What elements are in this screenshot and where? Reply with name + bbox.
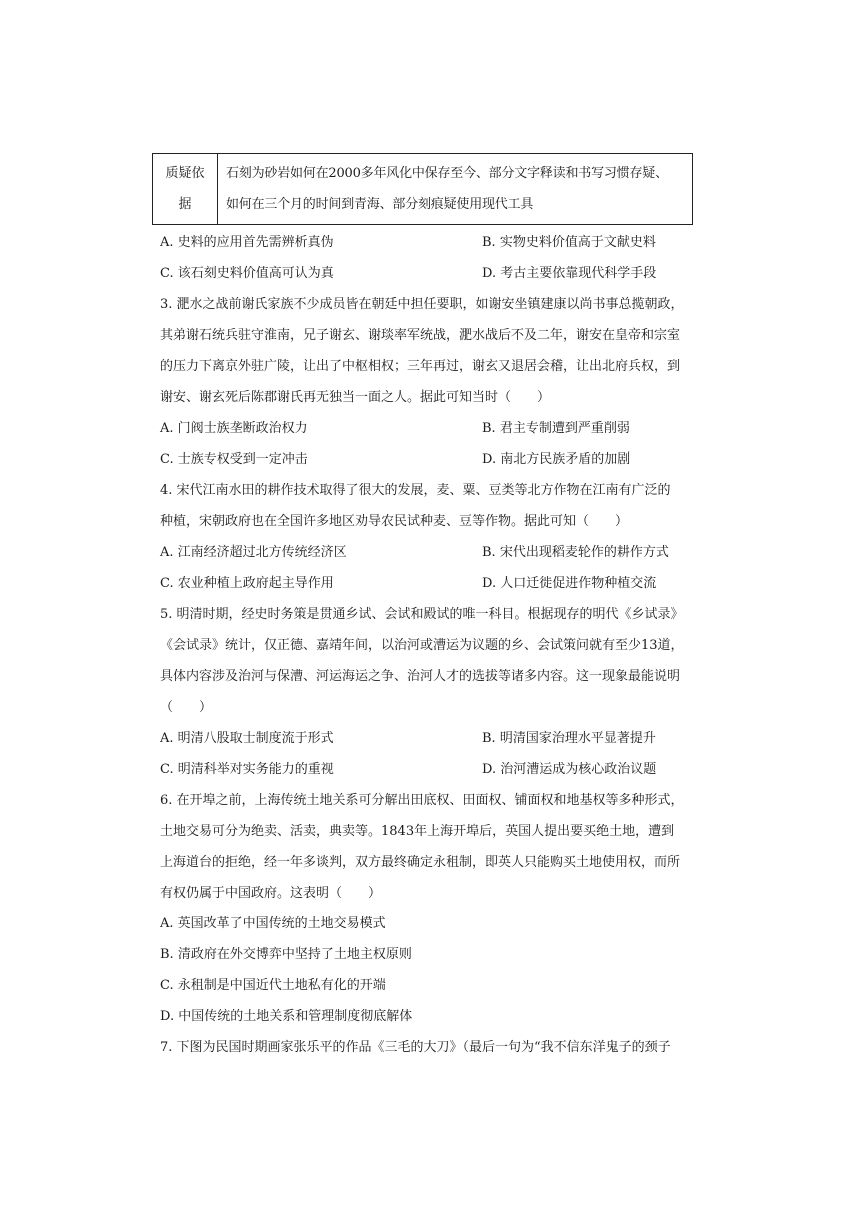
q4-option-c: C. 农业种植上政府起主导作用 bbox=[160, 576, 334, 591]
q6-stem-line: 有权仍属于中国政府。这表明（ ） bbox=[160, 886, 382, 901]
q5-stem-line: 5. 明清时期，经史时务策是贯通乡试、会试和殿试的唯一科目。根据现存的明代《乡试录》 bbox=[160, 607, 684, 622]
doubt-basis-table bbox=[152, 153, 693, 225]
q4-option-a: A. 江南经济超过北方传统经济区 bbox=[160, 545, 347, 560]
q3-option-c: C. 士族专权受到一定冲击 bbox=[160, 452, 308, 467]
q5-option-d: D. 治河漕运成为核心政治议题 bbox=[482, 762, 657, 777]
q7-stem-line: 7. 下图为民国时期画家张乐平的作品《三毛的大刀》（最后一句为“我不信东洋鬼子的颈子 bbox=[160, 1040, 671, 1055]
table-header-line: 据 bbox=[178, 197, 192, 212]
q2-option-a: A. 史料的应用首先需辨析真伪 bbox=[160, 235, 334, 250]
q3-stem-line: 3. 淝水之战前谢氏家族不少成员皆在朝廷中担任要职，如谢安坐镇建康以尚书事总揽朝政， bbox=[160, 297, 684, 312]
q5-stem-line: 具体内容涉及治河与保漕、河运海运之争、治河人才的选拔等诸多内容。这一现象最能说明 bbox=[160, 669, 681, 684]
q5-option-c: C. 明清科举对实务能力的重视 bbox=[160, 762, 334, 777]
table-content-line: 石刻为砂岩如何在2000多年风化中保存至今、部分文字释读和书写习惯存疑、 bbox=[226, 166, 668, 181]
q5-stem-line: （ ） bbox=[160, 700, 213, 715]
q4-option-b: B. 宋代出现稻麦轮作的耕作方式 bbox=[482, 545, 669, 560]
q4-stem-line: 4. 宋代江南水田的耕作技术取得了很大的发展，麦、粟、豆类等北方作物在江南有广泛的 bbox=[160, 483, 671, 498]
table-content-line: 如何在三个月的时间到青海、部分刻痕疑使用现代工具 bbox=[226, 197, 534, 212]
q6-option-a: A. 英国改革了中国传统的土地交易模式 bbox=[160, 916, 386, 931]
q2-option-d: D. 考古主要依靠现代科学手段 bbox=[482, 266, 657, 281]
q5-option-a: A. 明清八股取士制度流于形式 bbox=[160, 731, 334, 746]
table-header-line: 质疑依 bbox=[165, 166, 205, 181]
q2-option-c: C. 该石刻史料价值高可认为真 bbox=[160, 266, 334, 281]
q6-stem-line: 土地交易可分为绝卖、活卖，典卖等。1843年上海开埠后，英国人提出要买绝土地，遭到 bbox=[160, 824, 675, 839]
q3-stem-line: 的压力下离京外驻广陵，让出了中枢相权；三年再过，谢玄又退居会稽，让出北府兵权，到 bbox=[160, 359, 681, 374]
q3-stem-line: 其弟谢石统兵驻守淮南，兄子谢玄、谢琰率军统战，淝水战后不及二年，谢安在皇帝和宗室 bbox=[160, 328, 681, 343]
q3-option-d: D. 南北方民族矛盾的加剧 bbox=[482, 452, 631, 467]
q6-option-d: D. 中国传统的土地关系和管理制度彻底解体 bbox=[160, 1009, 413, 1024]
q6-option-c: C. 永租制是中国近代土地私有化的开端 bbox=[160, 978, 386, 993]
table-header-cell bbox=[153, 154, 218, 224]
q5-stem-line: 《会试录》统计，仅正德、嘉靖年间，以治河或漕运为议题的乡、会试策问就有至少13道， bbox=[160, 638, 684, 653]
q4-option-d: D. 人口迁徙促进作物种植交流 bbox=[482, 576, 657, 591]
q3-stem-line: 谢安、谢玄死后陈郡谢氏再无独当一面之人。据此可知当时（ ） bbox=[160, 390, 551, 405]
q6-stem-line: 上海道台的拒绝，经一年多谈判，双方最终确定永租制，即英人只能购买土地使用权，而所 bbox=[160, 855, 681, 870]
table-content-cell bbox=[218, 154, 692, 224]
q3-option-b: B. 君主专制遭到严重削弱 bbox=[482, 421, 630, 436]
q5-option-b: B. 明清国家治理水平显著提升 bbox=[482, 731, 656, 746]
q3-option-a: A. 门阀士族垄断政治权力 bbox=[160, 421, 308, 436]
q6-stem-line: 6. 在开埠之前，上海传统土地关系可分解出田底权、田面权、铺面权和地基权等多种形式， bbox=[160, 793, 684, 808]
q4-stem-line: 种植，宋朝政府也在全国许多地区劝导农民试种麦、豆等作物。据此可知（ ） bbox=[160, 514, 629, 529]
q2-option-b: B. 实物史料价值高于文献史料 bbox=[482, 235, 656, 250]
q6-option-b: B. 清政府在外交博弈中坚持了土地主权原则 bbox=[160, 947, 412, 962]
